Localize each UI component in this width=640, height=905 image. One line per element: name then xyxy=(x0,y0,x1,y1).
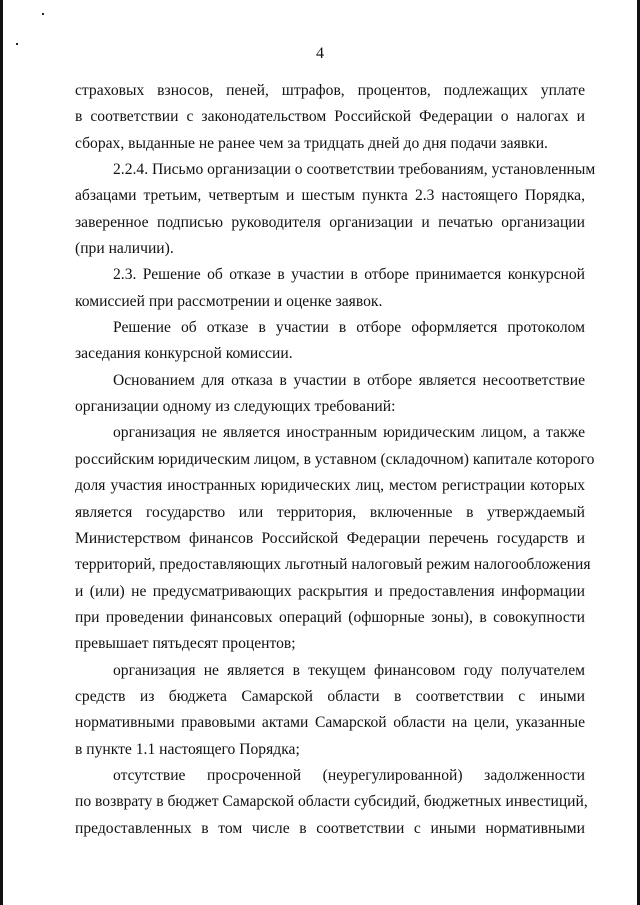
text-line: Министерством финансов Российской Федерации перечень государств и xyxy=(75,529,585,547)
text-line: является государство или территория, включенные в утверждаемый xyxy=(75,503,585,521)
text-line: превышает пятьдесят процентов; xyxy=(75,635,296,653)
text-line: средств из бюджета Самарской области в соответствии с иными xyxy=(75,687,585,705)
text-line: комиссией при рассмотрении и оценке заявок. xyxy=(75,292,383,310)
text-line: сборах, выданные не ранее чем за тридцать дней до дня подачи заявки. xyxy=(75,134,548,152)
text-line: (при наличии). xyxy=(75,240,174,258)
text-line: в пункте 1.1 настоящего Порядка; xyxy=(75,740,300,758)
text-line: и (или) не предусматривающих раскрытия и предоставления информации xyxy=(75,582,585,600)
text-line: 2.3. Решение об отказе в участии в отборе принимается конкурсной xyxy=(113,266,585,284)
text-line: территорий, предоставляющих льготный налоговый режим налогообложения xyxy=(75,556,591,574)
text-line: заседания конкурсной комиссии. xyxy=(75,345,293,363)
text-line: заверенное подписью руководителя организации и печатью организации xyxy=(75,213,585,231)
text-line: нормативными правовыми актами Самарской области на цели, указанные xyxy=(75,714,585,732)
text-line: организация не является в текущем финансовом году получателем xyxy=(113,661,585,679)
text-line: организация не является иностранным юридическим лицом, а также xyxy=(113,424,585,442)
text-line: по возврату в бюджет Самарской области субсидий, бюджетных инвестиций, xyxy=(75,793,588,811)
page-number: 4 xyxy=(316,45,324,62)
text-line: Решение об отказе в участии в отборе оформляется протоколом xyxy=(113,319,585,337)
text-line: 2.2.4. Письмо организации о соответствии требованиям, установленным xyxy=(113,161,596,179)
text-line: отсутствие просроченной (неурегулированной) задолженности xyxy=(113,766,585,784)
text-line: при проведении финансовых операций (офшорные зоны), в совокупности xyxy=(75,608,585,626)
text-line: организации одному из следующих требований: xyxy=(75,398,396,416)
text-line: предоставленных в том числе в соответствии с иными нормативными xyxy=(75,819,585,837)
text-line: абзацами третьим, четвертым и шестым пункта 2.3 настоящего Порядка, xyxy=(75,187,585,205)
text-line: в соответствии с законодательством Российской Федерации о налогах и xyxy=(75,108,585,126)
text-line: российским юридическим лицом, в уставном (складочном) капитале которого xyxy=(75,450,595,468)
text-line: Основанием для отказа в участии в отборе является несоответствие xyxy=(113,371,585,389)
document-body xyxy=(75,78,596,842)
scan-speck xyxy=(42,13,44,15)
text-line: доля участия иностранных юридических лиц, местом регистрации которых xyxy=(75,477,585,495)
text-line: страховых взносов, пеней, штрафов, процентов, подлежащих уплате xyxy=(75,82,585,99)
scan-border-left xyxy=(0,0,3,905)
